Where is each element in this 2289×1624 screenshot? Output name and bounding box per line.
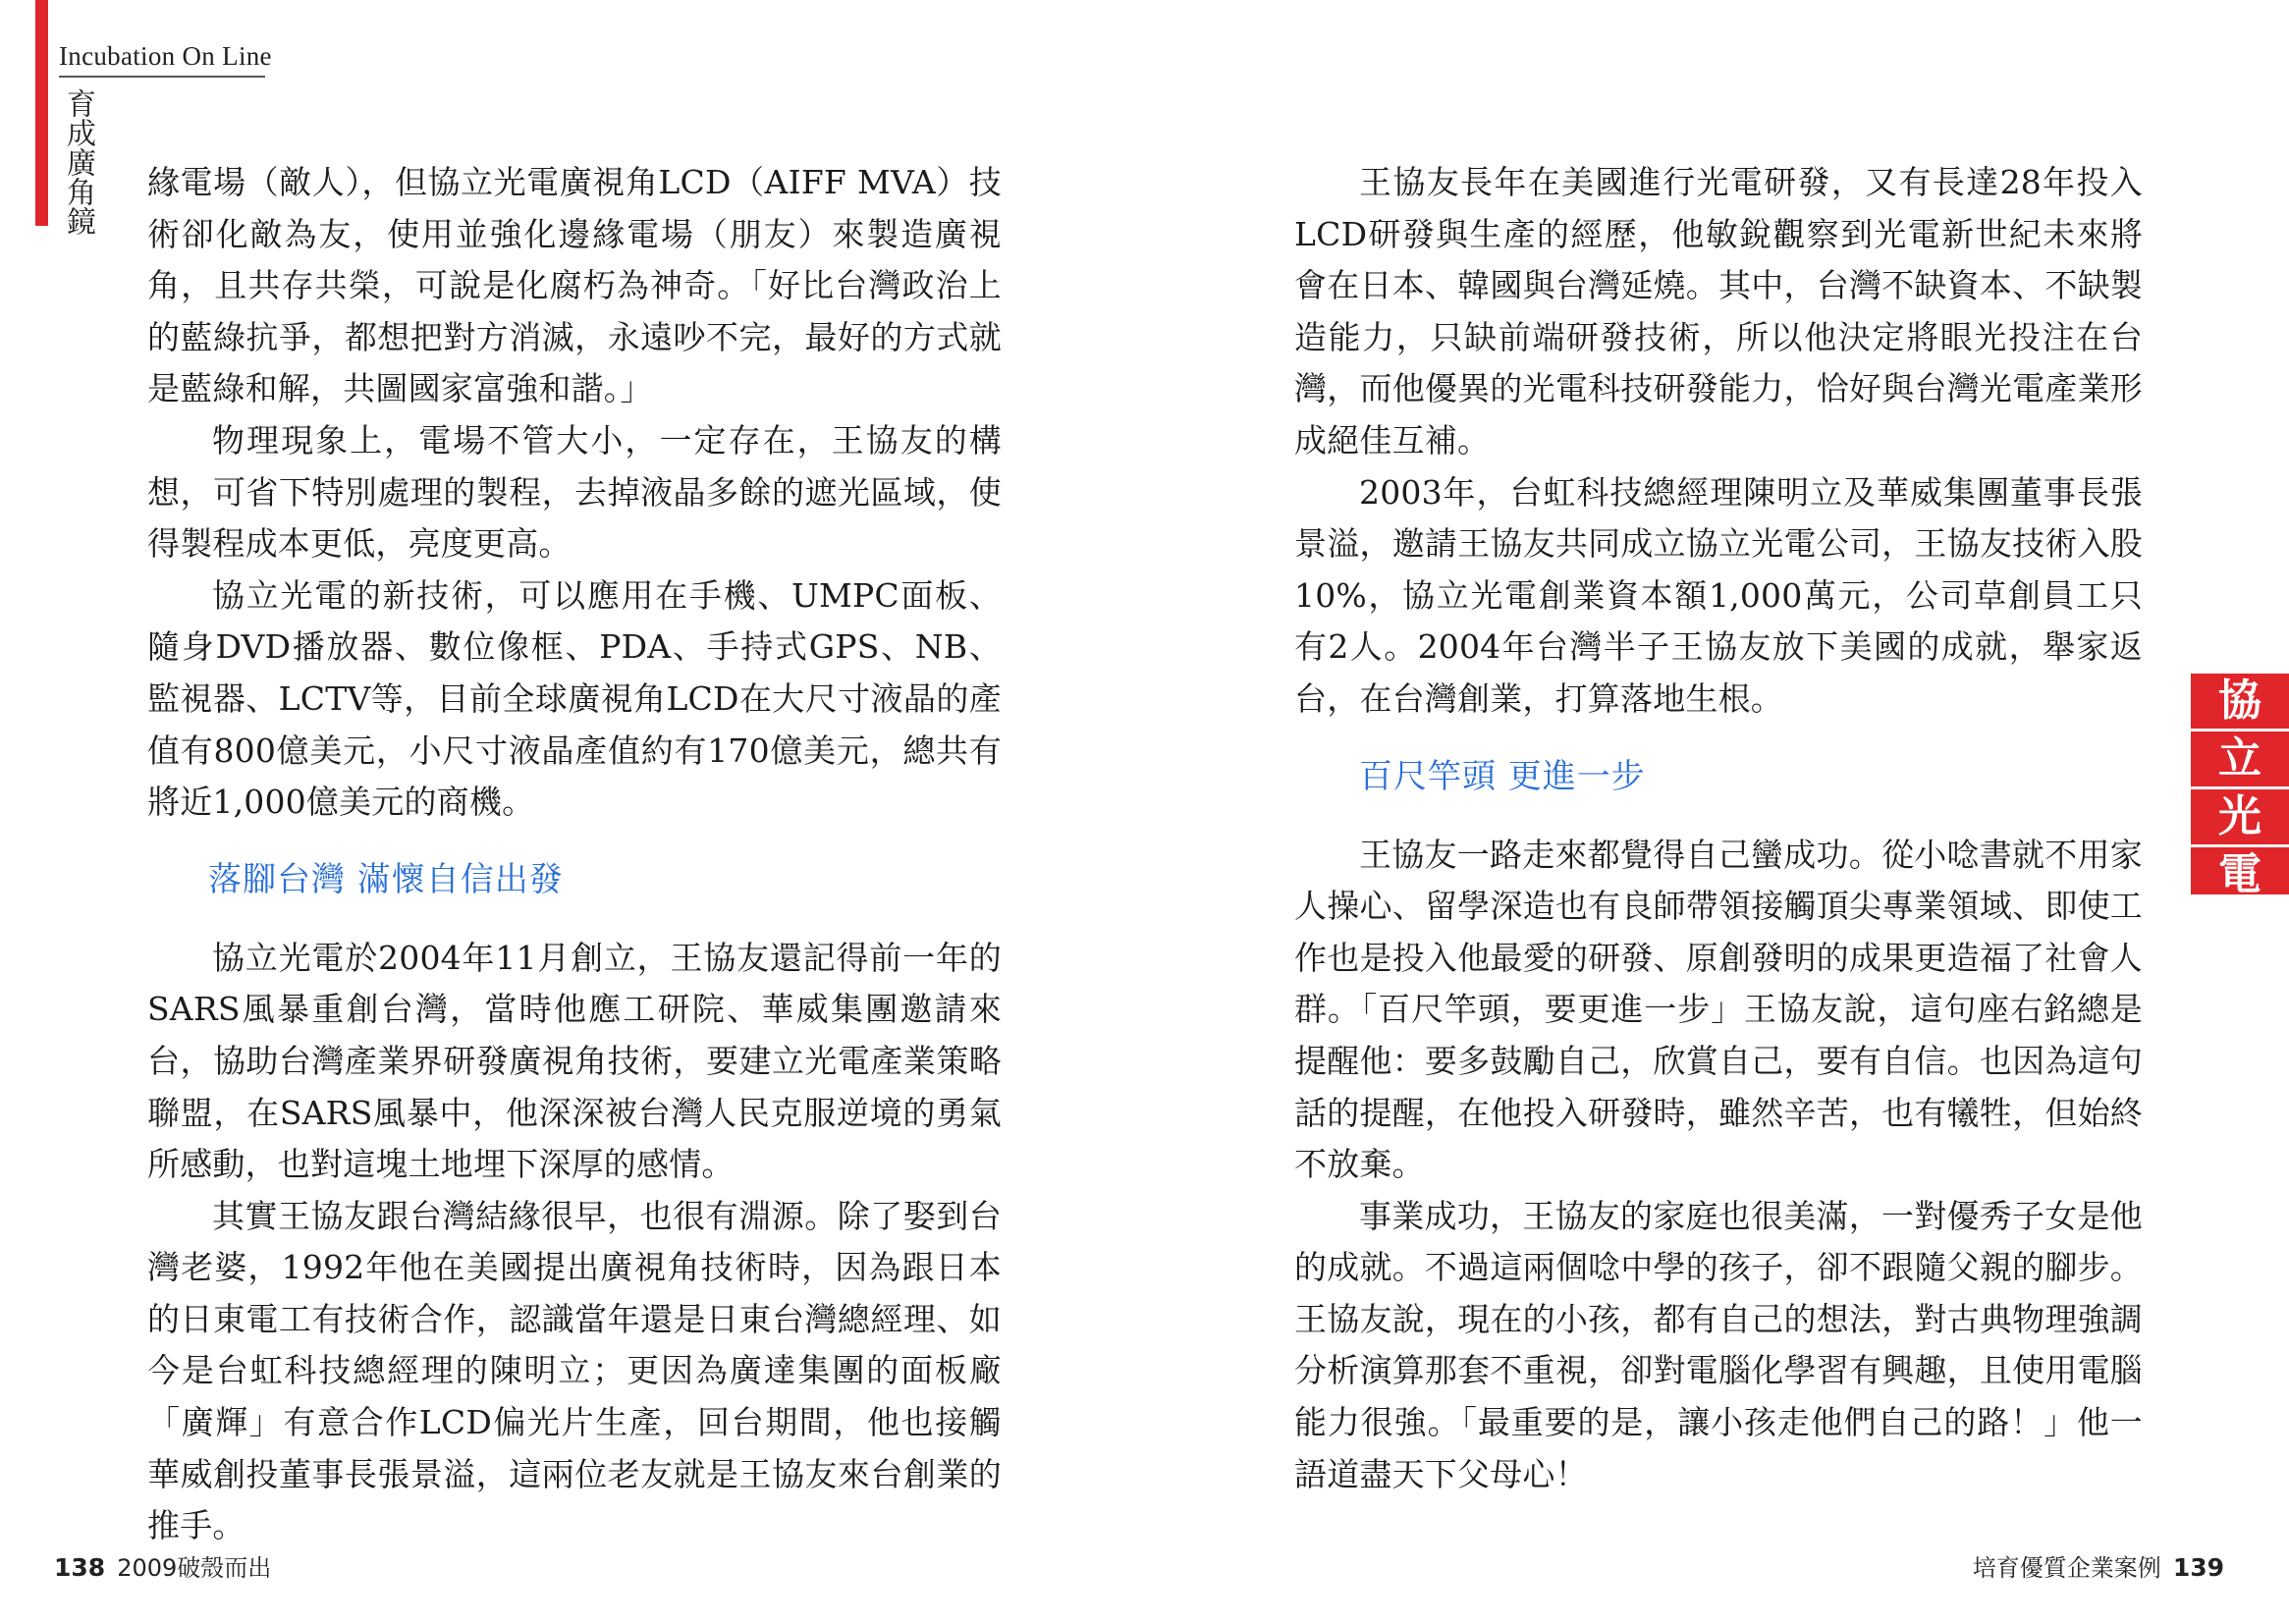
side-tab-char: 立 bbox=[2191, 731, 2289, 789]
side-tab-char: 光 bbox=[2191, 789, 2289, 847]
footer-right bbox=[1961, 1548, 2224, 1583]
paragraph: 2003年，台虹科技總經理陳明立及華威集團董事長張景溢，邀請王協友共同成立協立光電公司，王協友技術入股10%，協立光電創業資本額1,000萬元，公司草創員工只有2人。2004年台灣半子王協友放下美國的成就，舉家返台，在台灣創業，打算落地生根。 bbox=[1294, 472, 2143, 718]
running-header: Incubation On Line bbox=[59, 41, 272, 71]
footer-right-text: 培育優質企業案例 bbox=[1972, 1554, 2161, 1582]
paragraph: 其實王協友跟台灣結緣很早，也很有淵源。除了娶到台灣老婆，1992年他在美國提出廣視角技術時，因為跟日本的日東電工有技術合作，認識當年還是日東台灣總經理、如今是台虹科技總經理的陳明立；更因為廣達集團的面板廠「廣輝」有意合作LCD偏光片生產，回台期間，他也接觸華威創投董事長張景溢，這兩位老友就是王協友來台創業的推手。 bbox=[147, 1196, 1002, 1545]
company-side-tab-text bbox=[2191, 674, 2289, 902]
side-tab-char: 電 bbox=[2218, 849, 2262, 899]
footer-left bbox=[54, 1548, 283, 1583]
section-heading: 落腳台灣 滿懷自信出發 bbox=[208, 859, 564, 899]
page-number-right: 139 bbox=[2172, 1553, 2224, 1582]
paragraph: 王協友長年在美國進行光電研發，又有長達28年投入LCD研發與生產的經歷，他敏銳觀察到光電新世紀未來將會在日本、韓國與台灣延燒。其中，台灣不缺資本、不缺製造能力，只缺前端研發技術，所以他決定將眼光投注在台灣，而他優異的光電科技研發能力，恰好與台灣光電產業形成絕佳互補。 bbox=[1294, 163, 2143, 460]
paragraph: 協立光電的新技術，可以應用在手機、UMPC面板、隨身DVD播放器、數位像框、PDA、手持式GPS、NB、監視器、LCTV等，目前全球廣視角LCD在大尺寸液晶的產值有800億美元，小尺寸液晶產值約有170億美元，總共有將近1,000億美元的商機。 bbox=[147, 575, 1002, 822]
footer-left-text: 2009破殼而出 bbox=[117, 1554, 272, 1582]
left-column bbox=[147, 157, 1002, 1552]
page-number-left: 138 bbox=[54, 1553, 106, 1582]
paragraph: 王協友一路走來都覺得自己蠻成功。從小唸書就不用家人操心、留學深造也有良師帶領接觸頂尖專業領域、即使工作也是投入他最愛的研發、原創發明的成果更造福了社會人群。「百尺竿頭，要更進一步」王協友說，這句座右銘總是提醒他：要多鼓勵自己，欣賞自己，要有自信。也因為這句話的提醒，在他投入研發時，雖然辛苦，也有犧牲，但始終不放棄。 bbox=[1294, 835, 2143, 1184]
header-red-bar bbox=[35, 0, 48, 226]
paragraph: 物理現象上，電場不管大小，一定存在，王協友的構想，可省下特別處理的製程，去掉液晶多餘的遮光區域，使得製程成本更低，亮度更高。 bbox=[147, 420, 1002, 564]
paragraph: 事業成功，王協友的家庭也很美滿，一對優秀子女是他的成就。不過這兩個唸中學的孩子，卻不跟隨父親的腳步。王協友說，現在的小孩，都有自己的想法，對古典物理強調分析演算那套不重視，卻對電腦化學習有興趣，且使用電腦能力很強。「最重要的是，讓小孩走他們自己的路！」他一語道盡天下父母心！ bbox=[1294, 1196, 2143, 1493]
section-vertical-title: 育成廣角鏡 bbox=[61, 88, 95, 236]
paragraph: 緣電場（敵人），但協立光電廣視角LCD（AIFF MVA）技術卻化敵為友，使用並強化邊緣電場（朋友）來製造廣視角，且共存共榮，可說是化腐朽為神奇。「好比台灣政治上的藍綠抗爭，都想把對方消滅，永遠吵不完，最好的方式就是藍綠和解，共圖國家富強和諧。」 bbox=[147, 163, 1002, 408]
side-tab-char: 協 bbox=[2191, 674, 2289, 731]
right-column bbox=[1294, 157, 2143, 1500]
header-rule bbox=[59, 76, 265, 78]
paragraph: 協立光電於2004年11月創立，王協友還記得前一年的SARS風暴重創台灣，當時他應工研院、華威集團邀請來台，協助台灣產業界研發廣視角技術，要建立光電產業策略聯盟，在SARS風暴中，他深深被台灣人民克服逆境的勇氣所感動，也對這塊土地埋下深厚的感情。 bbox=[147, 938, 1002, 1184]
section-heading: 百尺竿頭 更進一步 bbox=[1359, 756, 1646, 796]
